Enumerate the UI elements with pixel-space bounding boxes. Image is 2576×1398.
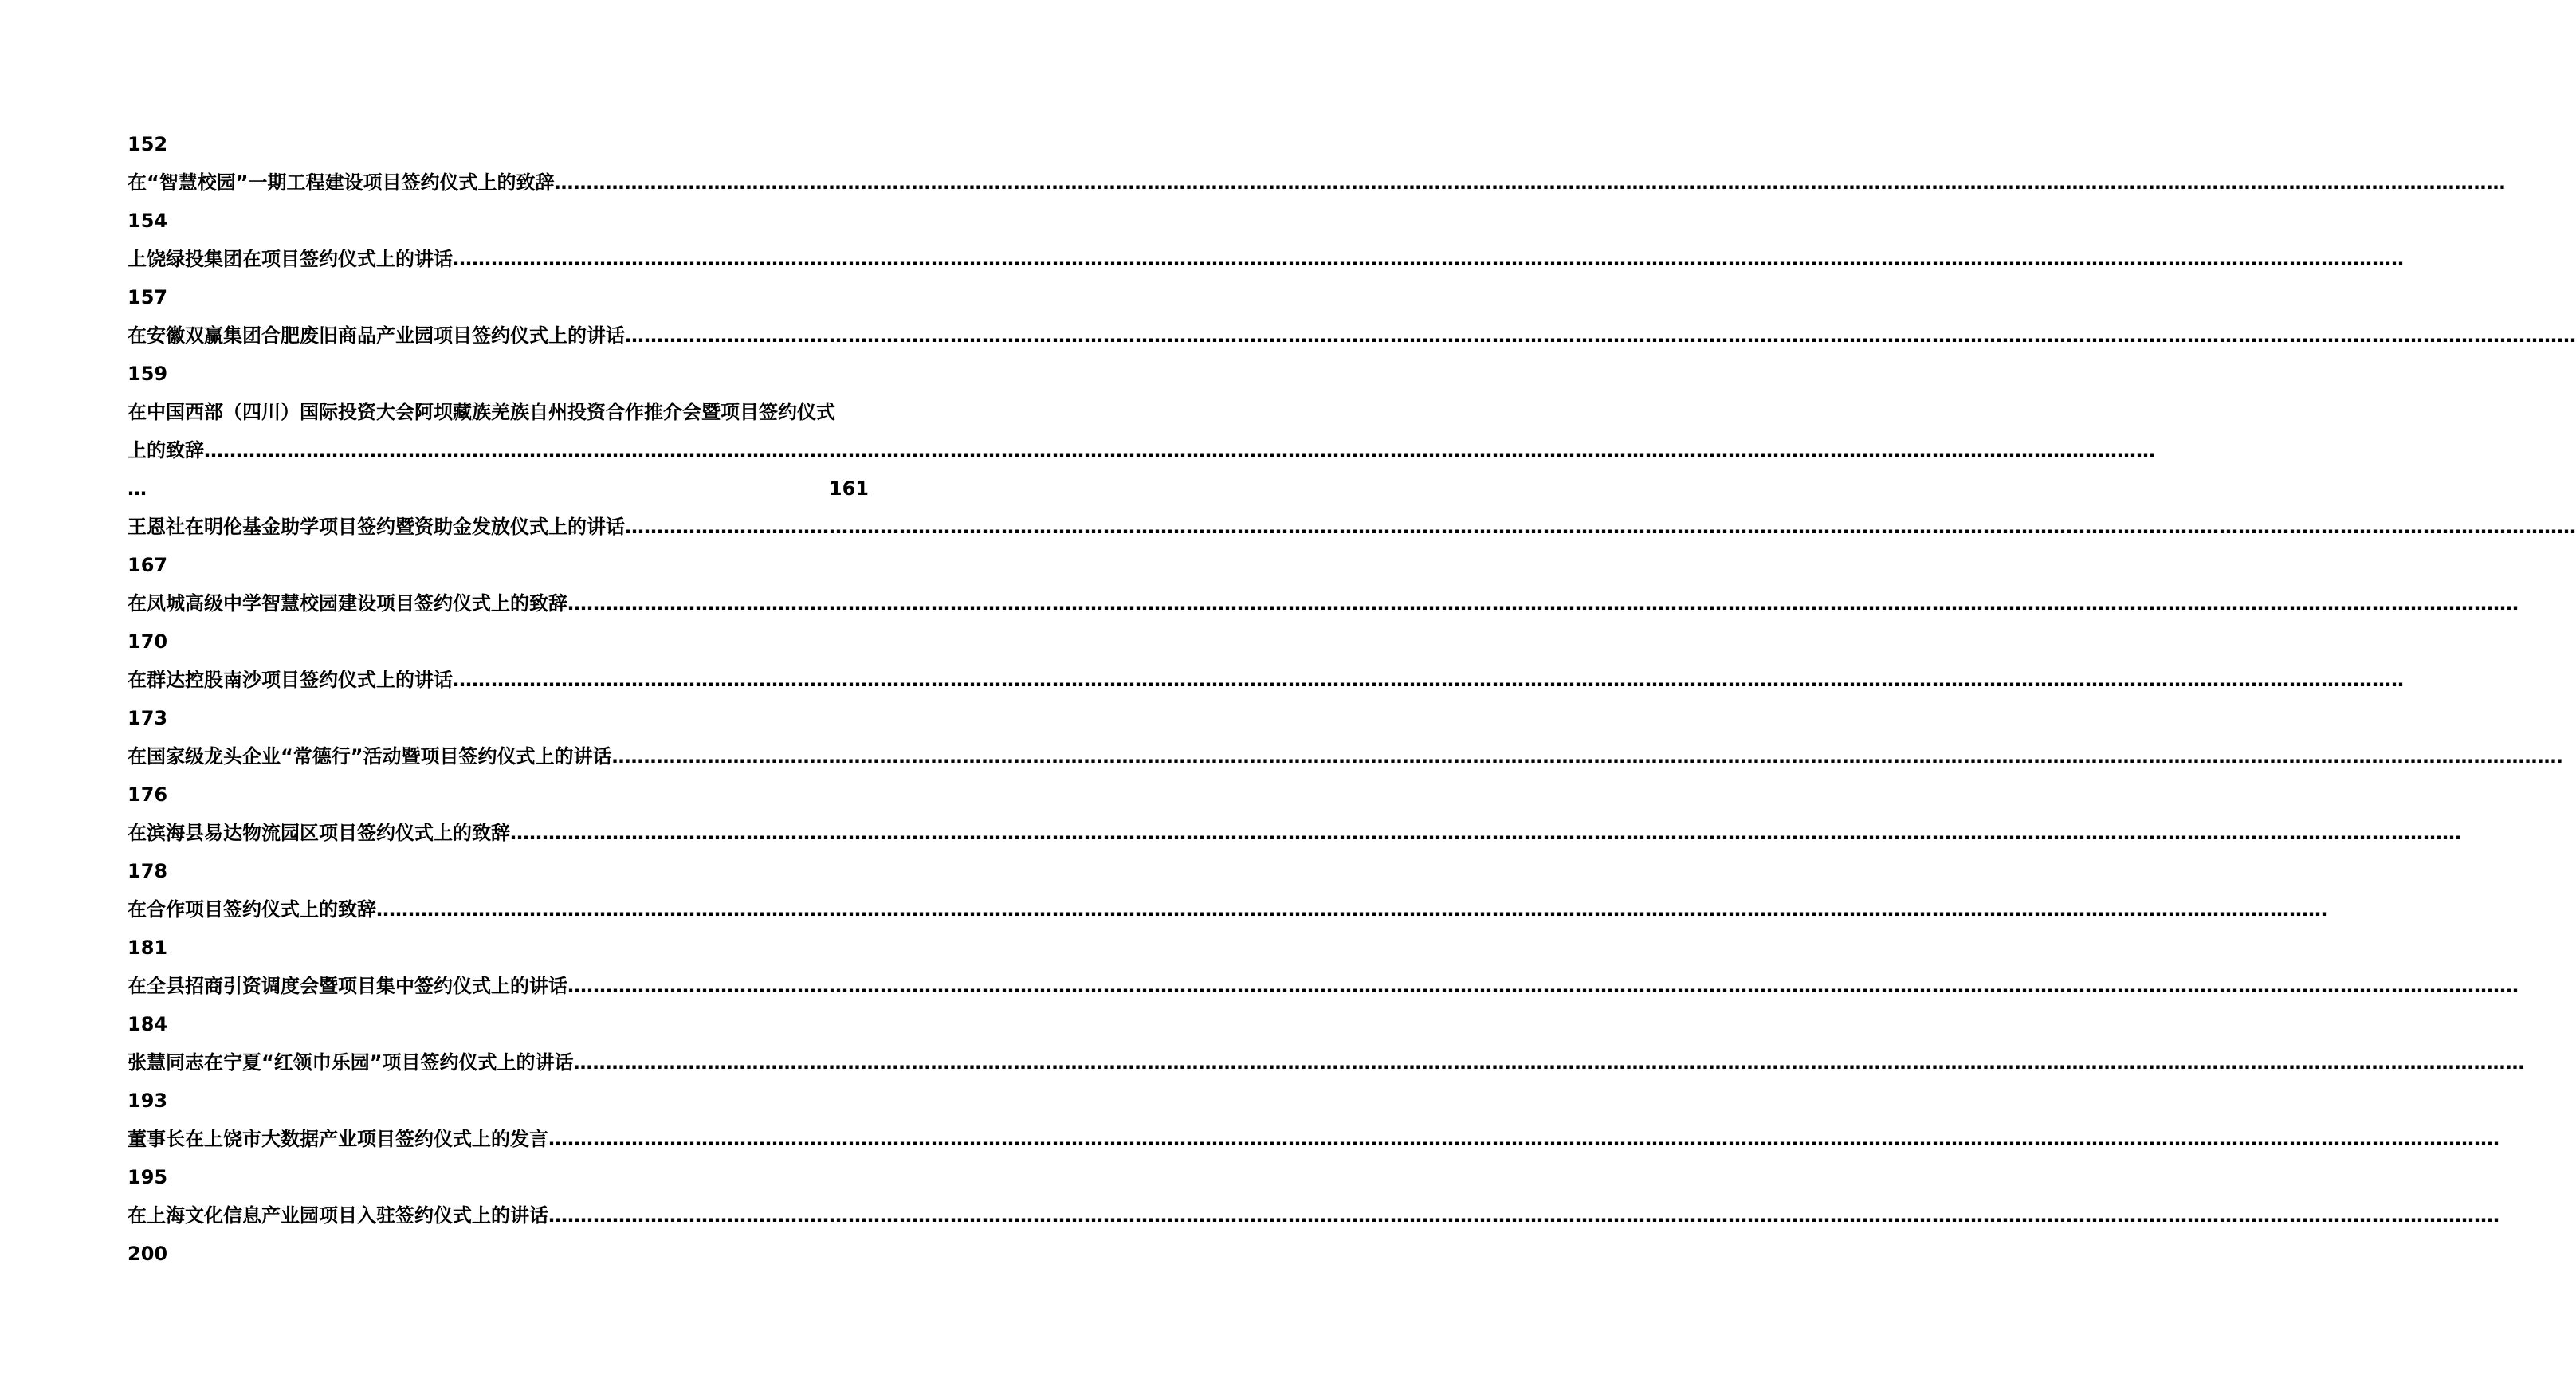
toc-entry-title[interactable] <box>128 584 2519 622</box>
toc-page-number: 152 <box>128 133 168 155</box>
toc-entry-text: 在中国西部（四川）国际投资大会阿坝藏族羌族自州投资合作推介会暨项目签约仪式 <box>128 401 835 423</box>
leader-dots: ……………………………………………………………………………………………………………………………………………………………………………………………………………………………………………………………………………… <box>567 592 2519 615</box>
toc-page-number: 184 <box>128 1013 168 1035</box>
toc-entry-text: 在凤城高级中学智慧校园建设项目签约仪式上的致辞 <box>128 592 567 615</box>
toc-entry-title[interactable] <box>128 316 2576 355</box>
toc-entry-text: 在全县招商引资调度会暨项目集中签约仪式上的讲话 <box>128 975 567 997</box>
toc-page-number: 167 <box>128 554 168 576</box>
toc-entry-text: 在国家级龙头企业“常德行”活动暨项目签约仪式上的讲话 <box>128 745 612 768</box>
toc-entry-title[interactable] <box>128 508 2576 546</box>
leader-dots: ……………………………………………………………………………………………………………………………………………………………………………………………………………………………………………………………………………… <box>554 171 2506 194</box>
leader-dots: ……………………………………………………………………………………………………………………………………………………………………………………………………………………………………………………………………………… <box>453 248 2404 270</box>
toc-page-number: 154 <box>128 210 168 232</box>
toc-entry-title[interactable] <box>128 1043 2525 1082</box>
toc-entry-text: 在群达控股南沙项目签约仪式上的讲话 <box>128 669 453 691</box>
toc-page-number: 170 <box>128 630 168 653</box>
toc-entry-text: 在“智慧校园”一期工程建设项目签约仪式上的致辞 <box>128 171 555 194</box>
toc-page-number: 173 <box>128 707 168 729</box>
toc-entry-title[interactable] <box>128 1196 2499 1235</box>
toc-entry-text: 上的致辞 <box>128 439 204 461</box>
toc-page-number: 159 <box>128 363 168 385</box>
toc-entry-text: 在滨海县易达物流园区项目签约仪式上的致辞 <box>128 822 510 844</box>
toc-entry-text: 在安徽双赢集团合肥废旧商品产业园项目签约仪式上的讲话 <box>128 324 625 347</box>
toc-page-number: 157 <box>128 286 168 308</box>
toc-entry-text: 张慧同志在宁夏“红领巾乐园”项目签约仪式上的讲话 <box>128 1051 574 1074</box>
leader-dots: ……………………………………………………………………………………………………………………………………………………………………………………………………………………………………………………………………………… <box>548 1128 2499 1150</box>
toc-entry-text: 王恩社在明伦基金助学项目签约暨资助金发放仪式上的讲话 <box>128 516 625 538</box>
toc-entry-title[interactable] <box>128 240 2404 278</box>
leader-dots: ……………………………………………………………………………………………………………………………………………………………………………………………………………………………………………………………………………… <box>510 822 2461 844</box>
toc-entry-title[interactable] <box>128 661 2404 699</box>
leader-dots: ……………………………………………………………………………………………………………………………………………………………………………………………………………………………………………………………………………… <box>548 1204 2499 1227</box>
toc-entry-title[interactable] <box>128 890 2327 929</box>
leader-dots: ……………………………………………………………………………………………………………………………………………………………………………………………………………………………………………………………………………… <box>573 1051 2525 1074</box>
leader-dots: ……………………………………………………………………………………………………………………………………………………………………………………………………………………………………………………………………………… <box>611 745 2563 768</box>
toc-page-number: 195 <box>128 1166 168 1188</box>
toc-entry-title-continued[interactable] <box>128 431 2155 469</box>
leader-dots: ……………………………………………………………………………………………………………………………………………………………………………………………………………………………………………………………………………… <box>453 669 2404 691</box>
toc-entry-text: 董事长在上饶市大数据产业项目签约仪式上的发言 <box>128 1128 548 1150</box>
toc-entry-title[interactable] <box>128 163 2506 202</box>
toc-entry-title[interactable] <box>128 814 2461 852</box>
table-of-contents <box>128 125 2576 1273</box>
toc-entry-text: 上饶绿投集团在项目签约仪式上的讲话 <box>128 248 453 270</box>
toc-page-number: 193 <box>128 1090 168 1112</box>
toc-page-number: 176 <box>128 783 168 806</box>
toc-page-number: 181 <box>128 937 168 959</box>
leader-dots: ……………………………………………………………………………………………………………………………………………………………………………………………………………………………………………………………………………… <box>625 516 2576 538</box>
toc-page-number: 161 <box>828 477 869 500</box>
leader-dots: ……………………………………………………………………………………………………………………………………………………………………………………………………………………………………………………………………………… <box>204 439 2155 461</box>
toc-page-number: 200 <box>128 1243 168 1265</box>
leader-dots: ……………………………………………………………………………………………………………………………………………………………………………………………………………………………………………………………………………… <box>567 975 2519 997</box>
ellipsis: … <box>128 477 147 500</box>
leader-dots: ……………………………………………………………………………………………………………………………………………………………………………………………………………………………………………………………………………… <box>376 898 2327 921</box>
toc-entry-title[interactable] <box>128 1120 2499 1158</box>
leader-dots: ……………………………………………………………………………………………………………………………………………………………………………………………………………………………………………………………………………… <box>625 324 2576 347</box>
toc-entry-title[interactable] <box>128 393 869 431</box>
toc-continuation-line <box>128 469 869 508</box>
toc-entry-text: 在上海文化信息产业园项目入驻签约仪式上的讲话 <box>128 1204 548 1227</box>
toc-page-number: 178 <box>128 860 168 882</box>
toc-entry-title[interactable] <box>128 737 2563 776</box>
toc-entry-text: 在合作项目签约仪式上的致辞 <box>128 898 376 921</box>
toc-entry-title[interactable] <box>128 967 2519 1005</box>
